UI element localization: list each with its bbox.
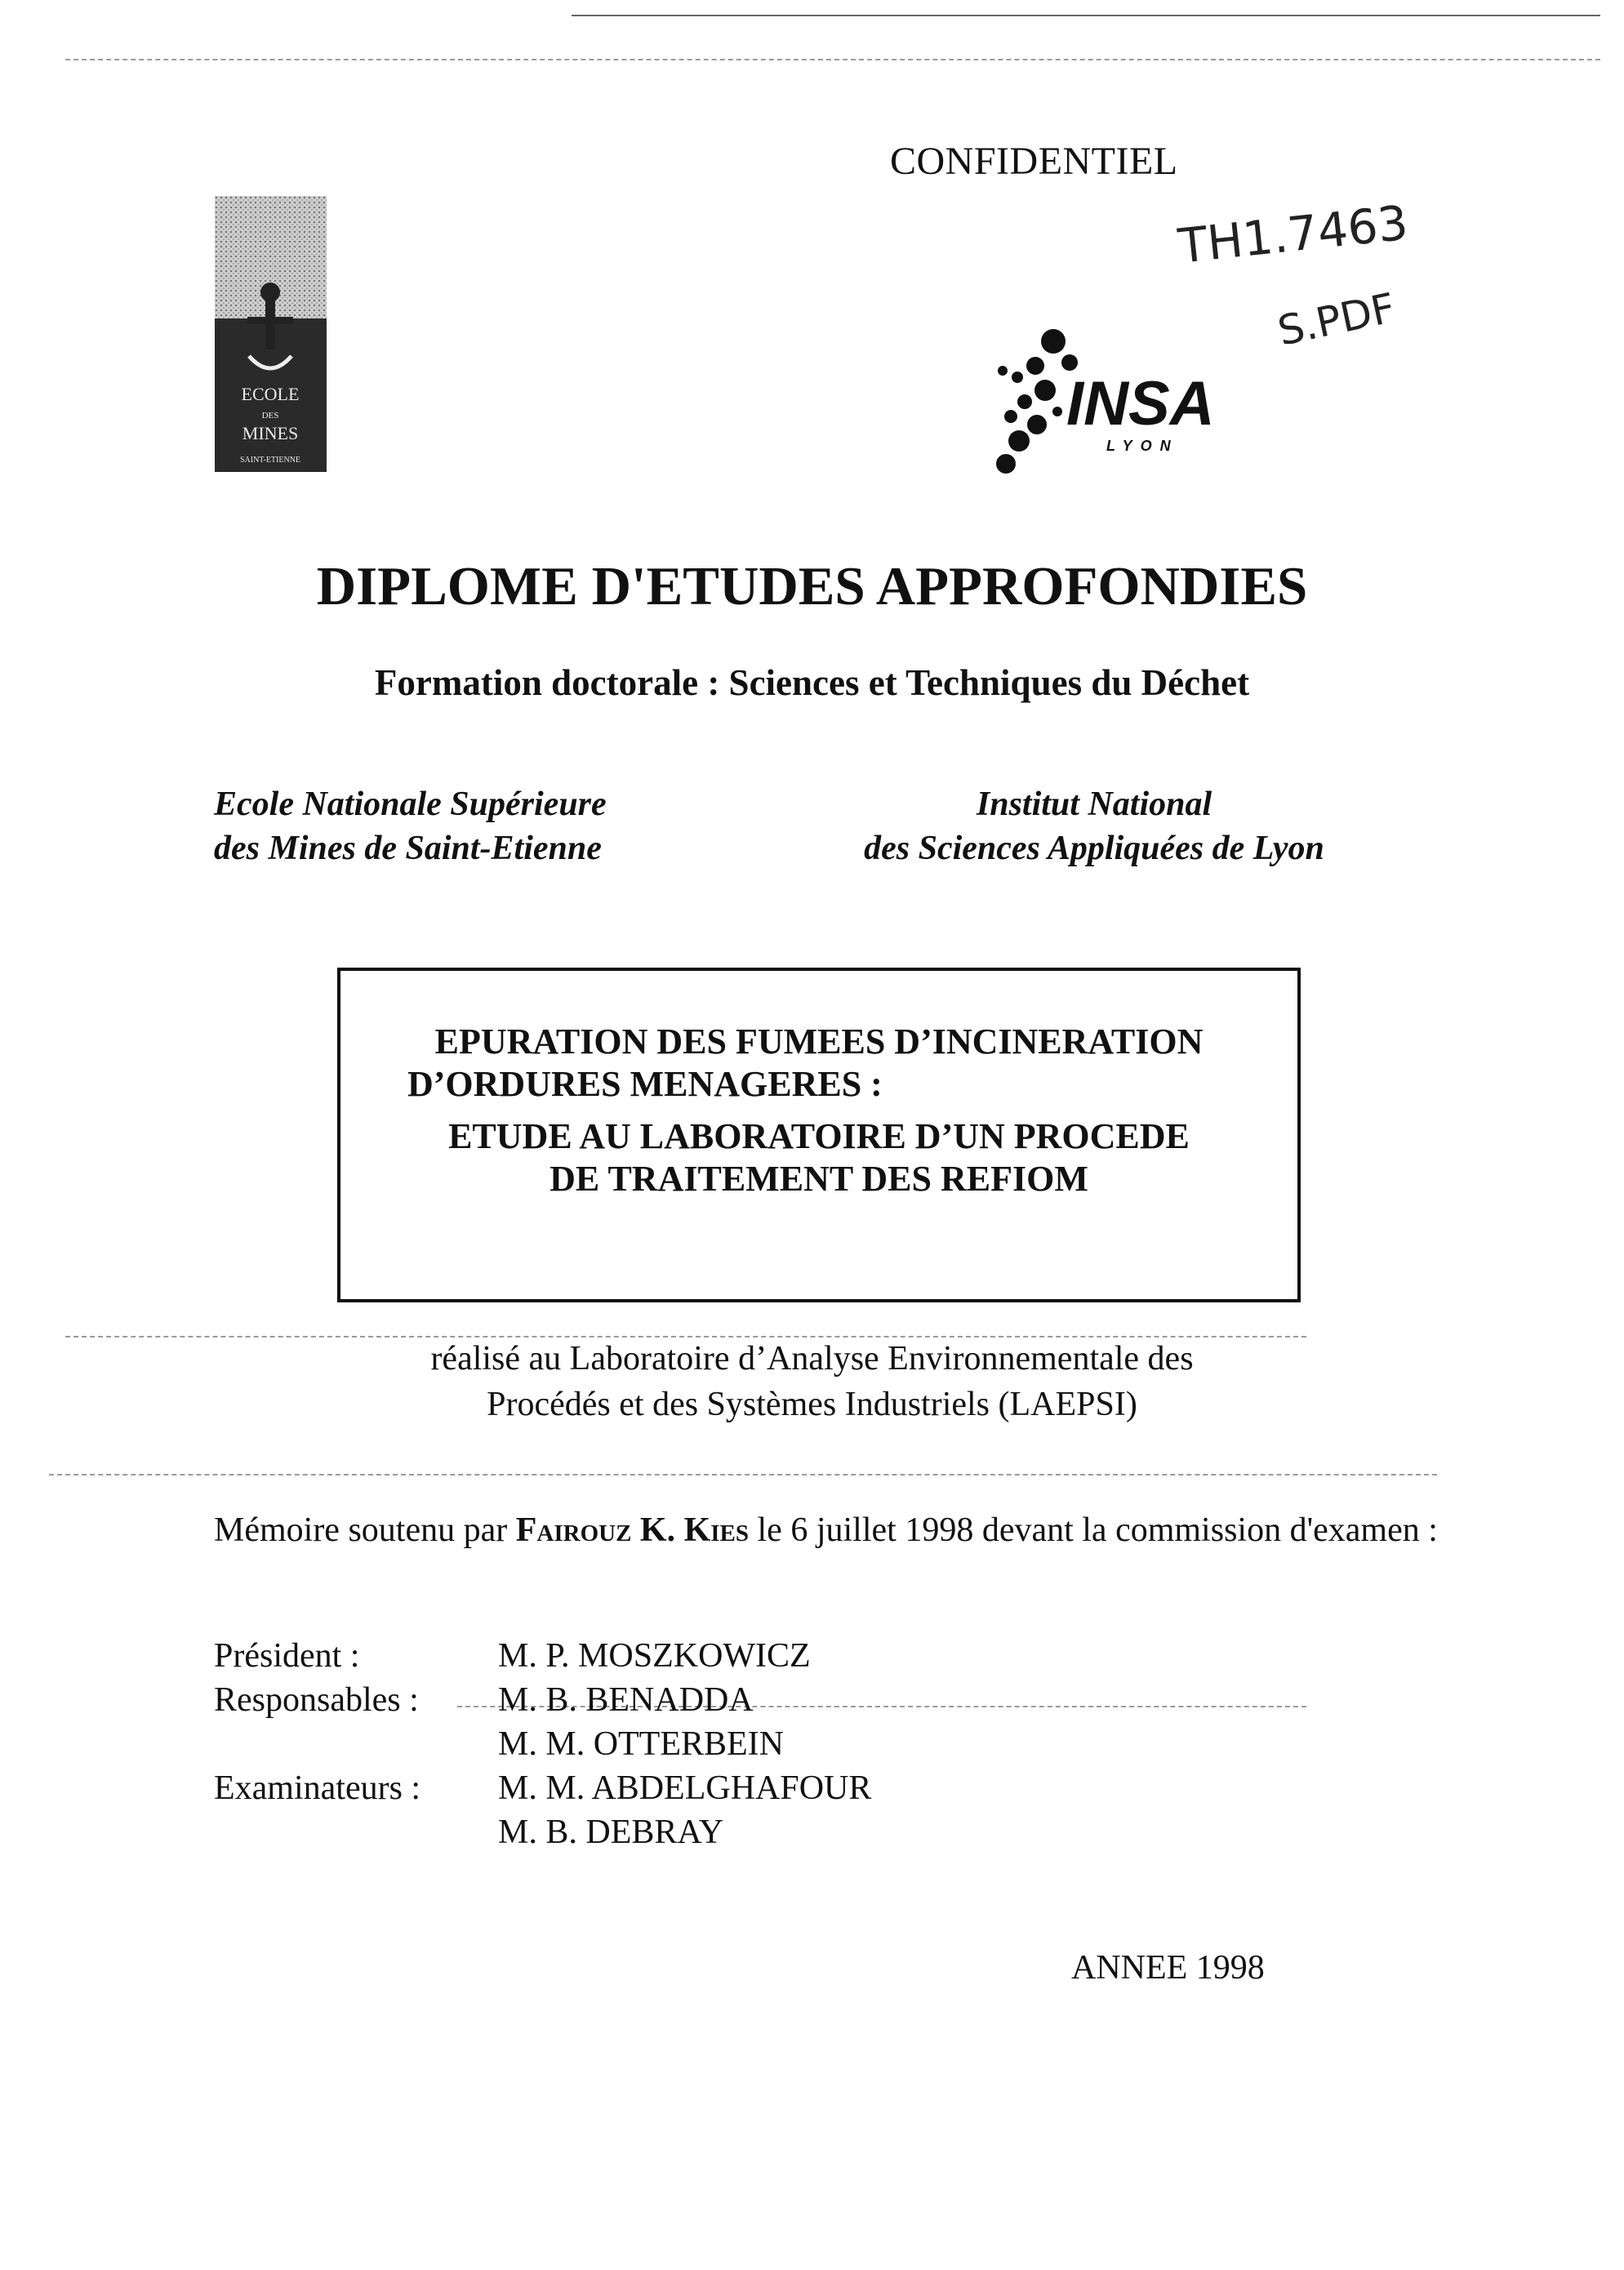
jury-member: M. M. OTTERBEIN	[498, 1725, 784, 1763]
svg-text:MINES: MINES	[242, 423, 299, 443]
institution-right	[800, 782, 1388, 870]
institution-right-line1: Institut National	[976, 786, 1212, 823]
jury-role-president: Président :	[214, 1637, 360, 1675]
scan-artifact-line	[65, 59, 1600, 60]
document-title: DIPLOME D'ETUDES APPROFONDIES	[316, 556, 1308, 616]
laboratory-line2: Procédés et des Systèmes Industriels (LAEPSI)	[487, 1386, 1137, 1423]
confidential-label: CONFIDENTIEL	[890, 140, 1178, 183]
defense-statement	[214, 1507, 1455, 1553]
jury-role-responsables: Responsables :	[214, 1681, 419, 1719]
laboratory-line1: réalisé au Laboratoire d’Analyse Environnementale des	[430, 1340, 1194, 1378]
institution-right-line2: des Sciences Appliquées de Lyon	[864, 830, 1324, 867]
thesis-title-line3: ETUDE AU LABORATOIRE D’UN PROCEDE	[448, 1116, 1190, 1156]
defense-prefix: Mémoire soutenu par	[214, 1511, 508, 1549]
institution-left-line1: Ecole Nationale Supérieure	[214, 786, 607, 823]
svg-text:SAINT-ETIENNE: SAINT-ETIENNE	[239, 456, 301, 465]
doctoral-program: Formation doctorale : Sciences et Techniques du Déchet	[374, 662, 1250, 703]
scan-artifact-line	[49, 1474, 1437, 1476]
institution-left-line2: des Mines de Saint-Etienne	[214, 830, 602, 867]
svg-text:ECOLE: ECOLE	[241, 384, 300, 404]
jury-member: M. M. ABDELGHAFOUR	[498, 1769, 872, 1807]
institution-left	[214, 782, 607, 870]
handwritten-format-note: S.PDF	[1274, 283, 1399, 355]
insa-lyon-logo	[914, 327, 1215, 482]
jury-member: M. P. MOSZKOWICZ	[498, 1637, 811, 1675]
year-label: ANNEE 1998	[1071, 1949, 1265, 1987]
thesis-title-line2: D’ORDURES MENAGERES :	[407, 1064, 883, 1104]
scan-rule-top	[572, 15, 1600, 16]
defense-suffix: le 6 juillet 1998 devant la commission d'examen :	[757, 1511, 1438, 1549]
thesis-title-line4: DE TRAITEMENT DES REFIOM	[549, 1159, 1088, 1199]
thesis-title-box	[337, 968, 1301, 1302]
author-name: Fairouz K. Kies	[515, 1511, 750, 1549]
jury-role-examinateurs: Examinateurs :	[214, 1769, 421, 1807]
insa-logo-city: LYON	[1106, 438, 1179, 454]
jury-member: M. B. DEBRAY	[498, 1814, 724, 1851]
svg-text:DES: DES	[261, 411, 279, 421]
handwritten-reference: TH1.7463	[1176, 194, 1411, 274]
jury-member: M. B. BENADDA	[498, 1681, 754, 1719]
insa-logo-name: INSA	[1066, 369, 1215, 438]
ecole-des-mines-logo	[215, 196, 327, 472]
thesis-title-line1: EPURATION DES FUMEES D’INCINERATION	[434, 1022, 1204, 1062]
